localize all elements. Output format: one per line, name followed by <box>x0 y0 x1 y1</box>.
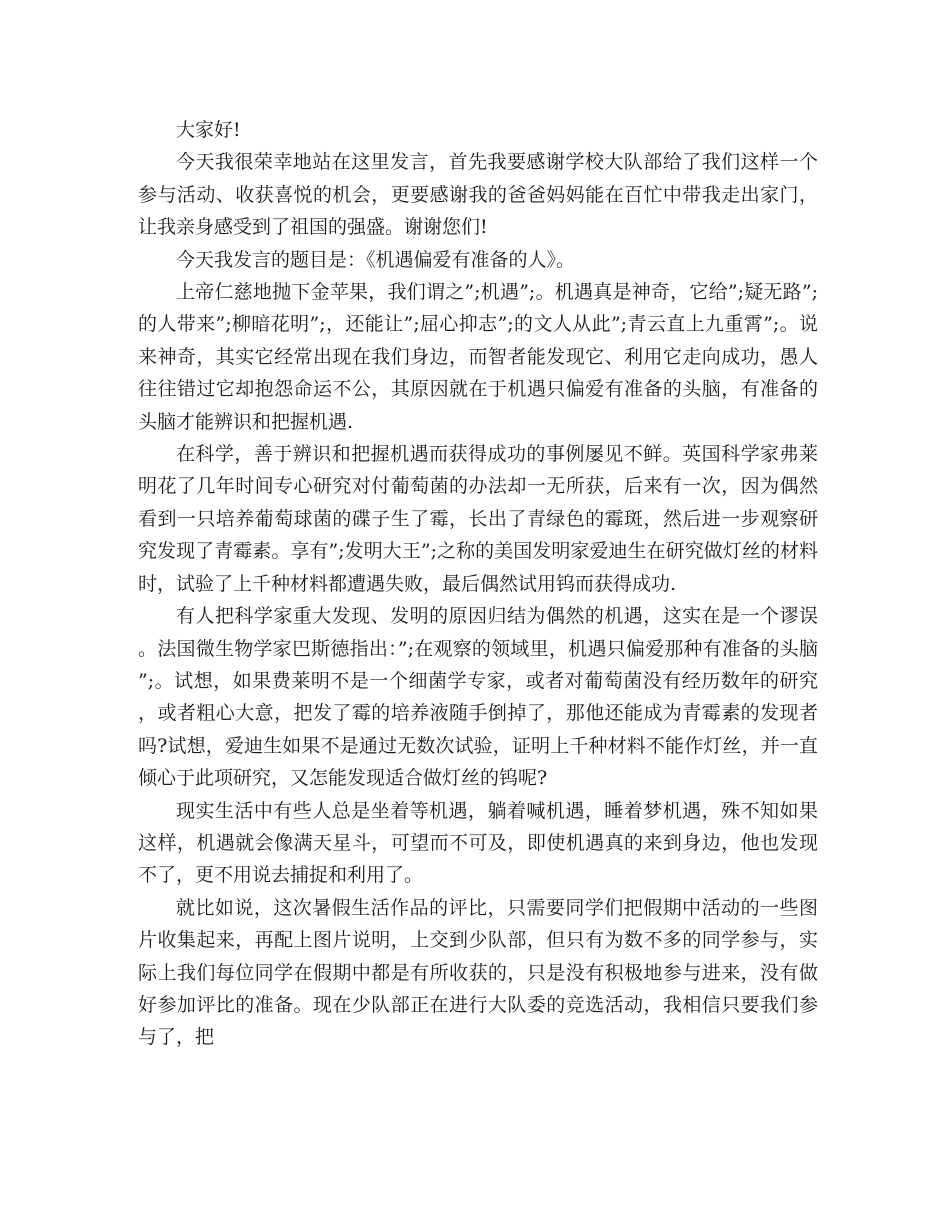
science-examples-paragraph: 在科学，善于辨识和把握机遇而获得成功的事例屡见不鲜。英国科学家弗莱明花了几年时间专心研究对付葡萄菌的办法却一无所获，后来有一次，因为偶然看到一只培养葡萄球菌的碟子生了霉，长出了青绿色的霉斑，然后进一步观察研究发现了青霉素。享有”;发明大王”;之称的美国发明家爱迪生在研究做灯丝的材料时，试验了上千种材料都遭遇失败，最后偶然试用钨而获得成功. <box>138 443 818 595</box>
summer-activity-paragraph: 就比如说，这次暑假生活作品的评比，只需要同学们把假期中活动的一些图片收集起来，再配上图片说明，上交到少队部，但只有为数不多的同学参与，实际上我们每位同学在假期中都是有所收获的，只是没有积极地参与进来，没有做好参加评比的准备。现在少队部正在进行大队委的竞选活动，我相信只要我们参与了，把 <box>138 896 818 1049</box>
topic-paragraph: 今天我发言的题目是：《机遇偏爱有准备的人》。 <box>176 248 576 271</box>
document-page <box>138 114 818 1054</box>
greeting-paragraph: 大家好! <box>176 119 241 141</box>
thanks-paragraph: 今天我很荣幸地站在这里发言，首先我要感谢学校大队部给了我们这样一个参与活动、收获喜悦的机会，更要感谢我的爸爸妈妈能在百忙中带我走出家门，让我亲身感受到了祖国的强盛。谢谢您们! <box>138 151 818 239</box>
real-life-paragraph: 现实生活中有些人总是坐着等机遇，躺着喊机遇，睡着梦机遇，殊不知如果这样，机遇就会像满天星斗，可望而不可及，即使机遇真的来到身边，他也发现不了，更不用说去捕捉和利用了。 <box>138 799 818 887</box>
pasteur-paragraph: 有人把科学家重大发现、发明的原因归结为偶然的机遇，这实在是一个谬误。法国微生物学家巴斯德指出：”;在观察的领域里，机遇只偏爱那种有准备的头脑”;。试想，如果费莱明不是一个细菌学专家，或者对葡萄菌没有经历数年的研究，或者粗心大意，把发了霉的培养液随手倒掉了，那他还能成为青霉素的发现者吗?试想，爱迪生如果不是通过无数次试验，证明上千种材料不能作灯丝，并一直倾心于此项研究，又怎能发现适合做灯丝的钨呢? <box>138 605 818 790</box>
opportunity-paragraph: 上帝仁慈地抛下金苹果，我们谓之”;机遇”;。机遇真是神奇，它给”;疑无路”;的人带来”;柳暗花明”;，还能让”;屈心抑志”;的文人从此”;青云直上九重霄”;。说来神奇，其实它经常出现在我们身边，而智者能发现它、利用它走向成功，愚人往往错过它却抱怨命运不公，其原因就在于机遇只偏爱有准备的头脑，有准备的头脑才能辨识和把握机遇. <box>138 281 818 433</box>
